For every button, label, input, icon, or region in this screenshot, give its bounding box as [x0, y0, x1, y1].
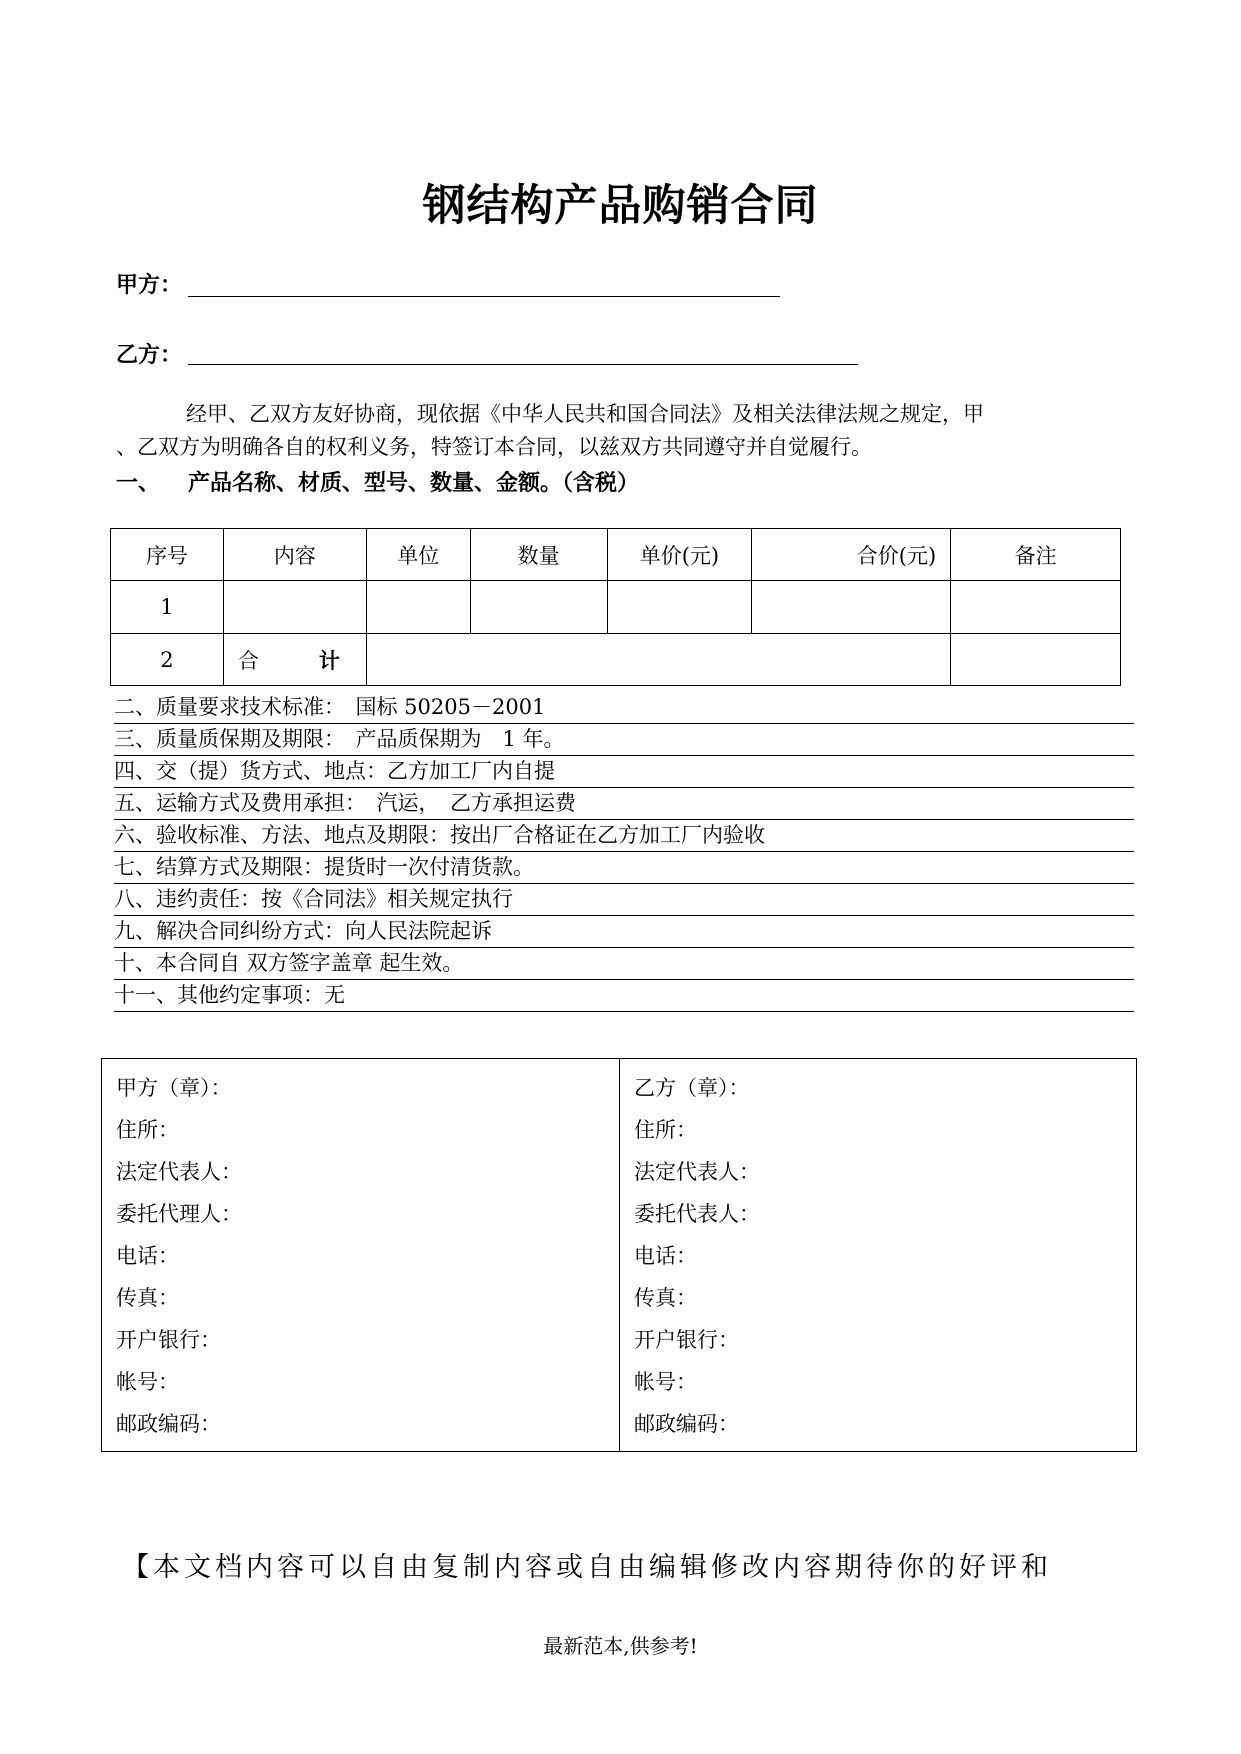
term-item: 四、交（提）货方式、地点：乙方加工厂内自提: [114, 755, 1134, 788]
row-number-cell: 2: [111, 634, 224, 686]
term-item: 七、结算方式及期限：提货时一次付清货款。: [114, 851, 1134, 884]
party-a-label: 甲方：: [116, 273, 183, 298]
term-item: 十、本合同自 双方签字盖章 起生效。: [114, 947, 1134, 980]
party-a-field: 甲方（章）：: [116, 1076, 232, 1100]
term-item: 三、质量质保期及期限： 产品质保期为 1 年。: [114, 723, 1134, 756]
party-b-field: 传真：: [634, 1286, 697, 1310]
party-a-field: 开户银行：: [116, 1328, 221, 1352]
total-label-part: 计: [318, 647, 340, 673]
header-cell: 单位: [366, 529, 470, 581]
intro-line-2: 、乙双方为明确各自的权利义务，特签订本合同，以兹双方共同遵守并自觉履行。: [116, 435, 872, 459]
party-b-field: 法定代表人：: [634, 1160, 760, 1184]
table-cell: [951, 634, 1121, 686]
page-footer: 最新范本,供参考!: [543, 1634, 698, 1658]
term-item: 六、验收标准、方法、地点及期限：按出厂合格证在乙方加工厂内验收: [114, 819, 1134, 852]
header-cell: 合价(元): [752, 529, 951, 581]
party-a-field: 委托代理人：: [116, 1202, 242, 1226]
term-item: 八、违约责任：按《合同法》相关规定执行: [114, 883, 1134, 916]
term-item: 九、解决合同纠纷方式：向人民法院起诉: [114, 915, 1134, 948]
section-1-heading: [116, 466, 639, 497]
total-label-cell: [223, 634, 366, 686]
table-total-row: [111, 634, 1121, 686]
table-cell: [607, 581, 752, 634]
table-row: [111, 581, 1121, 634]
party-b-label: 乙方：: [116, 343, 183, 368]
party-a-field: 法定代表人：: [116, 1160, 242, 1184]
party-a-field: 住所：: [116, 1118, 179, 1142]
party-b-field: 乙方（章）：: [634, 1076, 750, 1100]
signature-table: [101, 1058, 1137, 1452]
document-title: 钢结构产品购销合同: [422, 181, 819, 231]
party-a-field: 帐号：: [116, 1370, 179, 1394]
party-b-field: 开户银行：: [634, 1328, 739, 1352]
table-cell: [366, 581, 470, 634]
row-number-cell: 1: [111, 581, 224, 634]
term-item: 二、质量要求技术标准： 国标 50205－2001: [114, 691, 1134, 724]
party-b-field: 电话：: [634, 1244, 697, 1268]
header-cell: 数量: [470, 529, 607, 581]
term-item: 五、运输方式及费用承担： 汽运， 乙方承担运费: [114, 787, 1134, 820]
party-b-field: 住所：: [634, 1118, 697, 1142]
term-item: 十一、其他约定事项：无: [114, 979, 1134, 1012]
header-cell: 序号: [111, 529, 224, 581]
table-header-row: [111, 529, 1121, 581]
table-cell: [223, 581, 366, 634]
table-cell: [366, 634, 950, 686]
party-a-field: 电话：: [116, 1244, 179, 1268]
party-b-field: 委托代表人：: [634, 1202, 760, 1226]
party-a-signature-cell: [102, 1059, 620, 1452]
table-cell: [951, 581, 1121, 634]
party-b-field: 帐号：: [634, 1370, 697, 1394]
total-label-part: 合: [237, 648, 259, 673]
header-cell: 备注: [951, 529, 1121, 581]
party-b-signature-cell: [620, 1059, 1137, 1452]
section-1-number: 一、: [116, 471, 161, 496]
product-table: [110, 528, 1121, 686]
party-a-field: 传真：: [116, 1286, 179, 1310]
intro-line-1: 经甲、乙双方友好协商，现依据《中华人民共和国合同法》及相关法律法规之规定，甲: [186, 402, 984, 426]
promo-text: 【本文档内容可以自由复制内容或自由编辑修改内容期待你的好评和: [122, 1552, 1052, 1583]
intro-paragraph: [116, 398, 1146, 464]
party-b-field: 邮政编码：: [634, 1412, 739, 1436]
party-a-field: 邮政编码：: [116, 1412, 221, 1436]
table-cell: [470, 581, 607, 634]
header-cell: 内容: [223, 529, 366, 581]
section-1-text: 产品名称、材质、型号、数量、金额。（含税）: [188, 471, 640, 496]
table-cell: [752, 581, 951, 634]
party-a-blank-line: [188, 296, 780, 297]
header-cell: 单价(元): [607, 529, 752, 581]
party-b-blank-line: [188, 364, 858, 365]
